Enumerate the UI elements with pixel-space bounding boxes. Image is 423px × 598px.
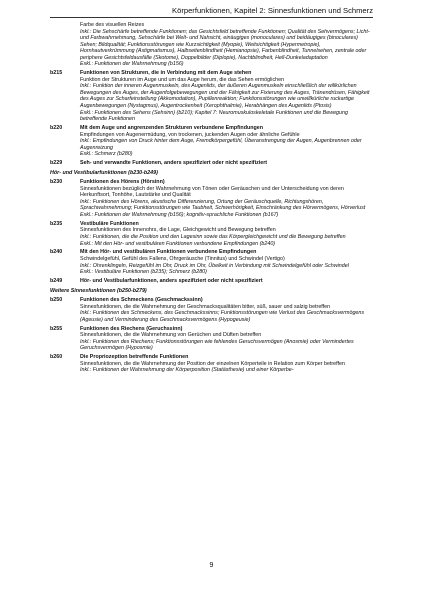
entry-description: Schwindelgefühl, Gefühl des Fallens, Ohrgeräusche (Tinnitus) und Schwindel (Vertigo) bbox=[80, 255, 285, 262]
entry-b249 bbox=[50, 278, 373, 285]
entry-title: Funktionen von Strukturen, die in Verbindung mit dem Auge stehen bbox=[80, 70, 252, 77]
entry-inclusions: Inkl.: Ohrenklingeln, Reizgefühl im Ohr, Druck im Ohr, Übelkeit in Verbindung mit Schwindelgefühl oder Schwindel bbox=[80, 262, 349, 269]
entry-exclusions: Exkl.: Funktionen der Wahrnehmung (b156) bbox=[80, 61, 184, 68]
entry-exclusions: Exkl.: Funktionen der Wahrnehmung (b156); kognitiv-sprachliche Funktionen (b167) bbox=[80, 211, 279, 218]
entry-description: Sinnesfunktionen, die die Wahrnehmung der Geschmacksqualitäten bitter, süß, sauer und salzig betreffen bbox=[80, 303, 331, 310]
entry-inclusions: Inkl.: Die Sehschärfe betreffende Funktionen; das Gesichtsfeld betreffende Funktionen; Qualität des Sehvermögens; Licht- und Farbwahrnehmung, Sehschärfe bei Welt- und Nahsicht, einäugiges (monoculares) und beidäugiges (binoculares) Sehen; Bildqualität; Funktionsstörungen wie Kurzsichtigkeit (Myopie), Weitsichtigkeit (Hypermetropie), Hornhautverkrümmung (Astigmatismus), Halbseitenblindheit (Hemianopsie), Farbenblindheit, Tunnelsehen, zentrale oder periphere Gesichtsfeldausfälle (Skotome), Doppelbilder (Diplopie), Nachtblindheit, Hell-Dunkeladaptation bbox=[80, 28, 370, 61]
entry-code: b240 bbox=[50, 249, 63, 256]
entry-code: b235 bbox=[50, 220, 63, 227]
entry-description: Sinnesfunktionen, die die Wahrnehmung der Position der einzelnen Körperteile in Relation zum Körper betreffen bbox=[80, 360, 345, 367]
entry-title: Mit dem Auge und angrenzenden Strukturen verbundene Empfindungen bbox=[80, 124, 263, 131]
entry-code: b220 bbox=[50, 124, 63, 131]
entry-title: Seh- und verwandte Funktionen, anders spezifiziert oder nicht spezifiziert bbox=[80, 160, 268, 167]
continued-entry bbox=[50, 22, 373, 68]
section-heading: Hör- und Vestibularfunktionen (b230-b249) bbox=[50, 170, 158, 177]
entry-exclusions: Exkl.: Schmerz (b280) bbox=[80, 151, 133, 158]
entry-inclusions: Inkl.: Funktionen des Schmeckens, des Geschmackssinns; Funktionsstörungen wie Verlust des Geschmacksvermögens (Ageusie) und Verminderung des Geschmacksvermögens (Hypogeusie) bbox=[80, 310, 365, 323]
entry-title: Die Propriozeption betreffende Funktionen bbox=[80, 354, 189, 361]
entry-description: Sinnesfunktionen des Innenohrs, die Lage, Gleichgewicht und Bewegung betreffen bbox=[80, 227, 276, 234]
section-heading: Weitere Sinnesfunktionen (b250-b279) bbox=[50, 288, 147, 295]
entry-b260 bbox=[50, 354, 373, 374]
entry-inclusions: Inkl.: Funktionen der Wahrnehmung der Körperposition (Statästhesie) und einer Körperbe- bbox=[80, 367, 294, 374]
page-number: 9 bbox=[209, 562, 214, 569]
entry-title: Hör- und Vestibularfunktionen, anders spezifiziert oder nicht spezifiziert bbox=[80, 278, 263, 285]
entry-title: Funktionen des Schmeckens (Geschmackssinn) bbox=[80, 297, 203, 304]
entry-b220 bbox=[50, 125, 373, 158]
entry-b235 bbox=[50, 221, 373, 247]
entry-description: Funktion der Strukturen im Auge und um das Auge herum, die das Sehen ermöglichen bbox=[80, 76, 285, 83]
entry-b230 bbox=[50, 179, 373, 218]
entry-exclusions: Exkl.: Vestibuläre Funktionen (b235); Schmerz (b280) bbox=[80, 269, 207, 276]
entry-inclusions: Inkl.: Funktion der inneren Augenmuskeln, des Augenlids, der äußeren Augenmuskeln einschließlich der willkürlichen Bewegungen des Auges, der Augenfolgebewegungen und der Fähigkeit zur Fixierung des Auges, Tränendrüsen, Fähigkeit des Auges zur Scharfeinstellung (Akkomodation), Pupillenreaktion; Funktionsstörungen wie unwillkürliche ruckartige Augenbewegungen (Nystagmus), Augentrockenheit (Xerophthalmie), Herabhängen des Augenlids (Ptosis) bbox=[80, 83, 370, 109]
entry-title: Mit den Hör- und vestibulären Funktionen verbundene Empfindungen bbox=[80, 249, 257, 256]
entry-code: b230 bbox=[50, 179, 63, 186]
entry-inclusions: Inkl.: Funktionen, die die Position und den Lagesinn sowie das Körpergleichgewicht und die Bewegung betreffen bbox=[80, 233, 346, 240]
entry-b215 bbox=[50, 70, 373, 122]
entry-title: Funktionen des Riechens (Geruchssinn) bbox=[80, 325, 183, 332]
entry-code: b260 bbox=[50, 354, 63, 361]
entry-code: b229 bbox=[50, 160, 63, 167]
entry-inclusions: Inkl.: Funktionen des Riechens; Funktionsstörungen wie fehlendes Geruchsvermögen (Anosmie) oder Vermindertes Geruchsvermögen (Hyposmie) bbox=[80, 338, 354, 352]
entry-code: b249 bbox=[50, 278, 63, 285]
page-content bbox=[50, 22, 373, 374]
entry-code: b250 bbox=[50, 297, 63, 304]
entry-b255 bbox=[50, 326, 373, 352]
entry-b240 bbox=[50, 249, 373, 275]
running-header: Körperfunktionen, Kapitel 2: Sinnesfunktionen und Schmerz bbox=[50, 6, 373, 18]
entry-code: b215 bbox=[50, 70, 63, 77]
entry-description: Sinnesfunktionen bezüglich der Wahrnehmung von Tönen oder Geräuschen und der Unterscheidung von deren Herkunftsort, Tonhöhe, Lautstärke und Qualität bbox=[80, 185, 344, 199]
entry-inclusions: Inkl.: Funktionen des Hörens, akustische Differenzierung, Ortung der Geräuschquelle, Richtungshören, Sprachwahrnehmung; Funktionsstörungen wie Taubheit, Schwerhörigkeit, Einschränkung des Hörvermögens, Hörverlust bbox=[80, 198, 366, 212]
entry-description: Empfindungen von Augenermüdung, von trockenen, juckenden Augen oder ähnliche Gefühle bbox=[80, 131, 300, 138]
entry-exclusions: Exkl.: Funktionen des Sehens (Sehsinn) (b210); Kapitel 7: Neuromuskuloskeletale Funktionen und die Bewegung betreffende Funktionen bbox=[80, 109, 348, 123]
entry-title: Funktionen des Hörens (Hörsinn) bbox=[80, 179, 165, 186]
entry-b229 bbox=[50, 160, 373, 167]
entry-exclusions: Exkl.: Mit den Hör- und vestibulären Funktionen verbundene Empfindungen (b240) bbox=[80, 240, 276, 247]
entry-description: Farbe des visuellen Reizes bbox=[80, 22, 145, 28]
entry-title: Vestibuläre Funktionen bbox=[80, 220, 139, 227]
entry-b250 bbox=[50, 297, 373, 323]
entry-inclusions: Inkl.: Empfindungen von Druck hinter dem Auge, Fremdkörpergefühl, Überanstrengung der Augen, Augenbrennen oder Augenreizung bbox=[80, 138, 362, 151]
entry-code: b255 bbox=[50, 325, 63, 332]
entry-description: Sinnesfunktionen, die die Wahrnehmung von Gerüchen und Düften betreffen bbox=[80, 332, 262, 339]
